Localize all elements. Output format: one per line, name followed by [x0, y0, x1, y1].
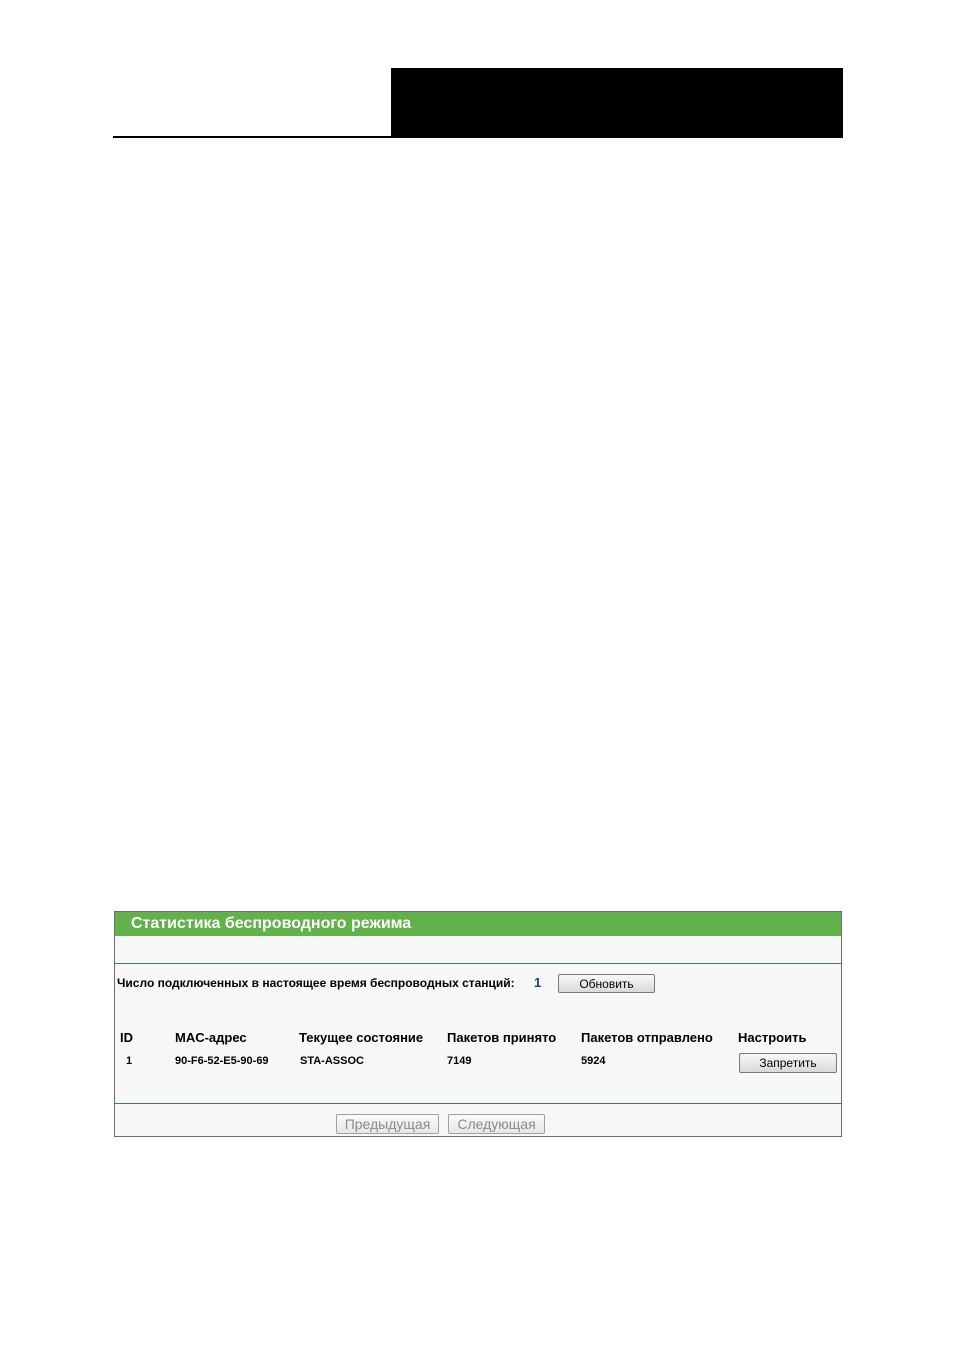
divider-bottom: [115, 1103, 841, 1104]
cell-received: 7149: [447, 1055, 472, 1067]
previous-button[interactable]: Предыдущая: [336, 1114, 439, 1134]
cell-id: 1: [126, 1055, 133, 1067]
column-header-sent: Пакетов отправлено: [581, 1030, 713, 1045]
wireless-statistics-panel: [114, 911, 842, 1137]
cell-sent: 5924: [581, 1055, 606, 1067]
divider-top: [115, 963, 841, 964]
panel-title-bar: [115, 912, 841, 936]
stations-label: Число подключенных в настоящее время беспроводных станций:: [117, 976, 515, 990]
column-header-received: Пакетов принято: [447, 1030, 557, 1045]
cell-status: STA-ASSOC: [300, 1055, 364, 1067]
column-header-status: Текущее состояние: [299, 1030, 424, 1045]
header-black-block: [391, 68, 843, 138]
column-header-configure: Настроить: [738, 1030, 807, 1045]
stations-count: 1: [534, 975, 542, 990]
next-button[interactable]: Следующая: [448, 1114, 545, 1134]
column-header-mac: MAC-адрес: [175, 1030, 247, 1045]
refresh-button[interactable]: Обновить: [558, 974, 655, 993]
header-rule: [113, 136, 843, 138]
cell-mac: 90-F6-52-E5-90-69: [175, 1055, 269, 1067]
column-header-id: ID: [120, 1030, 133, 1045]
deny-button[interactable]: Запретить: [739, 1053, 837, 1073]
panel-title: Статистика беспроводного режима: [131, 915, 412, 932]
